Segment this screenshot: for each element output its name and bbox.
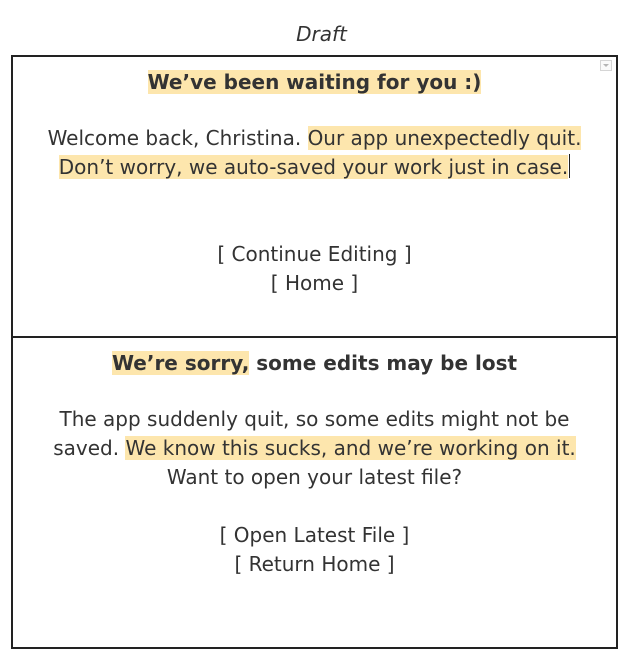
continue-editing-button[interactable]: [ Continue Editing ] bbox=[217, 242, 412, 266]
action-group bbox=[13, 240, 616, 298]
dropdown-arrow-icon[interactable] bbox=[600, 60, 612, 71]
title-rest: some edits may be lost bbox=[249, 351, 518, 375]
message-highlight: We know this sucks, and we’re working on it. bbox=[125, 436, 576, 460]
action-group bbox=[13, 521, 616, 579]
title-highlight: We’ve been waiting for you :) bbox=[147, 70, 482, 94]
message-highlight-1: Our app unexpectedly quit. bbox=[307, 126, 582, 150]
edits-lost-card bbox=[11, 336, 618, 649]
message-plain-1: The app suddenly quit, so some edits might not be saved. bbox=[53, 407, 570, 460]
card-message bbox=[35, 405, 595, 492]
return-home-button[interactable]: [ Return Home ] bbox=[234, 552, 395, 576]
home-button[interactable]: [ Home ] bbox=[270, 271, 359, 295]
text-cursor bbox=[569, 154, 570, 178]
open-latest-file-button[interactable]: [ Open Latest File ] bbox=[219, 523, 410, 547]
message-plain-2: Want to open your latest file? bbox=[166, 465, 463, 489]
message-highlight-2: Don’t worry, we auto-saved your work just in case. bbox=[58, 155, 569, 179]
title-highlight: We’re sorry, bbox=[111, 351, 250, 375]
crash-recovery-card bbox=[11, 55, 618, 339]
card-message bbox=[20, 124, 610, 182]
card-title bbox=[13, 349, 616, 377]
message-greeting: Welcome back, Christina. bbox=[47, 126, 308, 150]
draft-label: Draft bbox=[296, 22, 347, 46]
card-title bbox=[13, 68, 616, 96]
